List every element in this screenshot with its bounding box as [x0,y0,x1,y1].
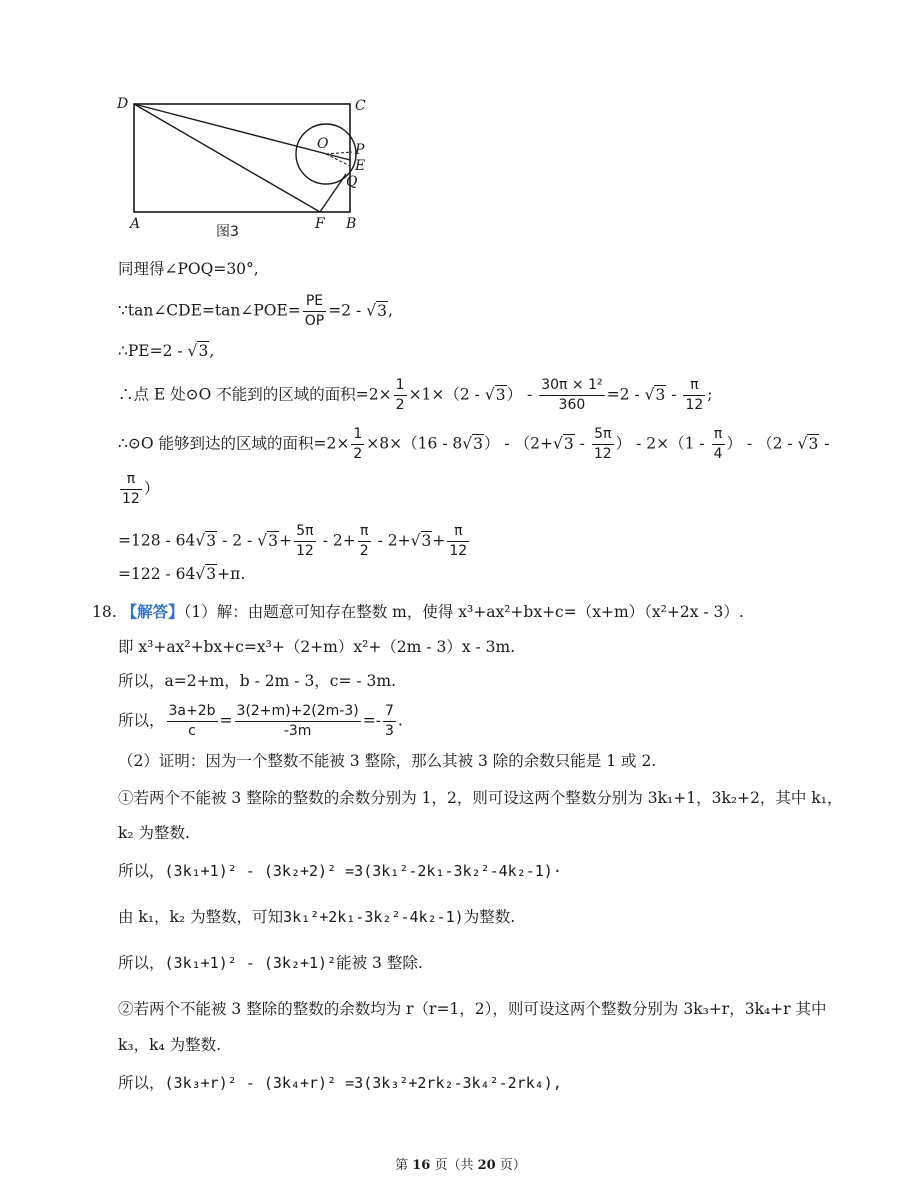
equation: (3k₁+1)² - (3k₂+1)² [164,954,337,972]
sol17-line5: ∴⊙O 能够到达的区域的面积=2× $\frac{1}{2}$ ×8×（16 - 8√3） - （2+√3 - $\frac{5\pi}{12}$ ） - 2×（1 - $\frac{\pi}{4}$ ） - （2 - √3 - [118,426,830,462]
sol18-line2: 即 x³+ax²+bx+c=x³+（2+m）x²+（2m - 3）x - 3m. [118,638,516,656]
equation: (3k₁+1)² - (3k₂+2)² =3(3k₁²-2k₁-3k₂²-4k₂-1)· [164,862,562,880]
sol17-line3: ∴PE=2 - √3, [118,342,215,360]
sol17-line4: ∴点 E 处⊙O 不能到的区域的面积=2× $\frac{1}{2}$ ×1×（2 - √3） - $\frac{\text{30π × 1²}}{360}$ =2 - √3 - $\frac{\pi}{12}$ ; [118,377,713,413]
answer-tag: 【解答】 [121,602,184,621]
label-q: Q [346,174,358,190]
sol18-line12: k₃，k₄ 为整数. [118,1036,222,1054]
sol18-line10: 所以，(3k₁+1)² - (3k₂+1)²能被 3 整除. [118,954,423,972]
page-number: 16 [412,1158,431,1173]
segment-df [134,104,320,212]
figure-caption: 图3 [216,224,239,240]
sol18-line11: ②若两个不能被 3 整除的整数的余数均为 r（r=1，2），则可设这两个整数分别为 3k₃+r，3k₄+r 其中 [118,1000,827,1018]
label-e: E [355,158,366,174]
sol18-line7: k₂ 为整数. [118,824,190,842]
label-b: B [346,216,357,232]
label-c: C [355,98,366,114]
label-f: F [315,216,325,232]
page-total: 20 [477,1158,496,1173]
figure-3 [112,92,372,242]
sol17-line7: =128 - 64√3 - 2 - √3+ $\frac{5\pi}{12}$ - 2+ $\frac{\pi}{2}$ - 2+√3+ $\frac{\pi}{12}$ [118,523,468,559]
sol17-line2: ∵tan∠CDE=tan∠POE= $\frac{PE}{OP}$ =2 - √3, [118,293,393,329]
fraction-pe-op: $\frac{PE}{OP}$ [304,293,325,329]
radius-op [326,152,352,154]
sol18-line6: ①若两个不能被 3 整除的整数的余数分别为 1，2，则可设这两个整数分别为 3k₁+1，3k₂+2，其中 k₁， [118,789,843,807]
sol18-line3: 所以，a=2+m，b - 2m - 3，c= - 3m. [118,672,397,690]
sol17-line1: 同理得∠POQ=30°, [118,260,259,278]
sol18-line8: 所以，(3k₁+1)² - (3k₂+2)² =3(3k₁²-2k₁-3k₂²-4k₂-1)· [118,862,562,880]
radius-oq [326,154,350,166]
sol18-line9: 由 k₁，k₂ 为整数，可知3k₁²+2k₁-3k₂²-4k₂-1)为整数. [118,908,516,926]
sol18-line5: （2）证明：因为一个整数不能被 3 整除，那么其被 3 除的余数只能是 1 或 2. [118,752,657,770]
sol17-line8: =122 - 64√3+π. [118,565,246,583]
label-o: O [317,136,329,152]
page-footer: 第 16 页（共 20 页） [395,1158,526,1173]
sol18-line4: 所以， $\frac{3a+2b}{c}$ = $\frac{3(2+m)+2(2m-3)}{-3m}$ =- $\frac{7}{3}$ . [118,703,403,739]
label-a: A [130,216,141,232]
sol17-line6: $\frac{\pi}{12}$ ） [122,471,160,507]
label-d: D [117,96,129,112]
equation: 3k₁²+2k₁-3k₂²-4k₂-1) [283,908,464,926]
sol18-line1: 18. 【解答】（1）解：由题意可知存在整数 m，使得 x³+ax²+bx+c=（x+m）（x²+2x - 3）. [92,602,744,621]
label-p: P [355,142,365,158]
sol18-line13: 所以，(3k₃+r)² - (3k₄+r)² =3(3k₃²+2rk₂-3k₄²-2rk₄), [118,1074,562,1092]
equation: (3k₃+r)² - (3k₄+r)² =3(3k₃²+2rk₂-3k₄²-2rk₄), [164,1074,562,1092]
rectangle-abcd [134,104,350,212]
question-number: 18. [92,603,117,621]
